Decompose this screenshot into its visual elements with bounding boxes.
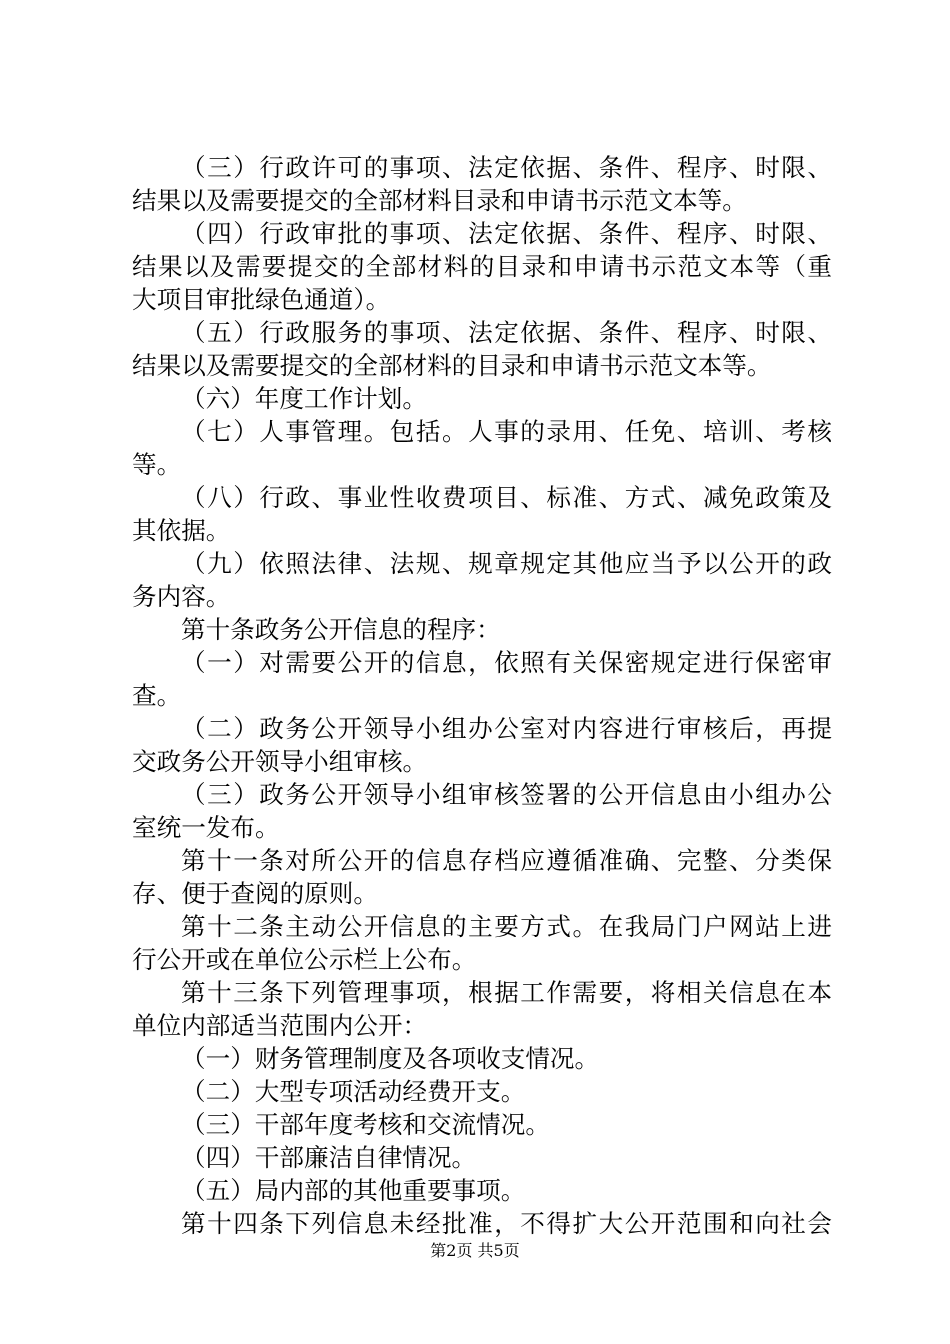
paragraph-line: 交政务公开领导小组审核。 [132, 747, 428, 776]
paragraph-line: 结果以及需要提交的全部材料的目录和申请书示范文本等（重 [132, 252, 832, 281]
paragraph-line: 等。 [132, 450, 182, 479]
paragraph-line: （八）行政、事业性收费项目、标准、方式、减免政策及 [181, 483, 832, 512]
paragraph-line: （三）政务公开领导小组审核签署的公开信息由小组办公 [181, 780, 832, 809]
paragraph-line: （三）行政许可的事项、法定依据、条件、程序、时限、 [181, 153, 832, 182]
paragraph-line: （二）大型专项活动经费开支。 [181, 1077, 526, 1106]
paragraph-line: （七）人事管理。包括。人事的录用、任免、培训、考核 [181, 417, 832, 446]
paragraph-line: （六）年度工作计划。 [181, 384, 427, 413]
paragraph-line: （二）政务公开领导小组办公室对内容进行审核后，再提 [181, 714, 832, 743]
paragraph-line: 行公开或在单位公示栏上公布。 [132, 945, 477, 974]
paragraph-line: 结果以及需要提交的全部材料目录和申请书示范文本等。 [132, 186, 747, 215]
paragraph-line: （四）行政审批的事项、法定依据、条件、程序、时限、 [181, 219, 832, 248]
paragraph-line: 务内容。 [132, 582, 231, 611]
paragraph-line: （五）行政服务的事项、法定依据、条件、程序、时限、 [181, 318, 832, 347]
paragraph-line: 第十条政务公开信息的程序： [181, 615, 501, 644]
document-body [132, 151, 832, 1240]
paragraph-line: （五）局内部的其他重要事项。 [181, 1176, 526, 1205]
paragraph-line: （四）干部廉洁自律情况。 [181, 1143, 477, 1172]
paragraph-line: （九）依照法律、法规、规章规定其他应当予以公开的政 [181, 549, 832, 578]
paragraph-line: （一）财务管理制度及各项收支情况。 [181, 1044, 600, 1073]
paragraph-line: 室统一发布。 [132, 813, 280, 842]
paragraph-line: 第十二条主动公开信息的主要方式。在我局门户网站上进 [181, 912, 832, 941]
paragraph-line: 存、便于查阅的原则。 [132, 879, 378, 908]
paragraph-line: 大项目审批绿色通道）。 [132, 285, 391, 314]
page-footer: 第2页 共5页 [430, 1241, 520, 1260]
paragraph-line: 第十四条下列信息未经批准，不得扩大公开范围和向社会 [181, 1209, 832, 1238]
paragraph-line: （三）干部年度考核和交流情况。 [181, 1110, 550, 1139]
paragraph-line: 单位内部适当范围内公开： [132, 1011, 428, 1040]
paragraph-line: 第十一条对所公开的信息存档应遵循准确、完整、分类保 [181, 846, 832, 875]
paragraph-line: 第十三条下列管理事项，根据工作需要，将相关信息在本 [181, 978, 832, 1007]
paragraph-line: （一）对需要公开的信息，依照有关保密规定进行保密审 [181, 648, 832, 677]
paragraph-line: 结果以及需要提交的全部材料的目录和申请书示范文本等。 [132, 351, 772, 380]
paragraph-line: 查。 [132, 681, 182, 710]
paragraph-line: 其依据。 [132, 516, 231, 545]
